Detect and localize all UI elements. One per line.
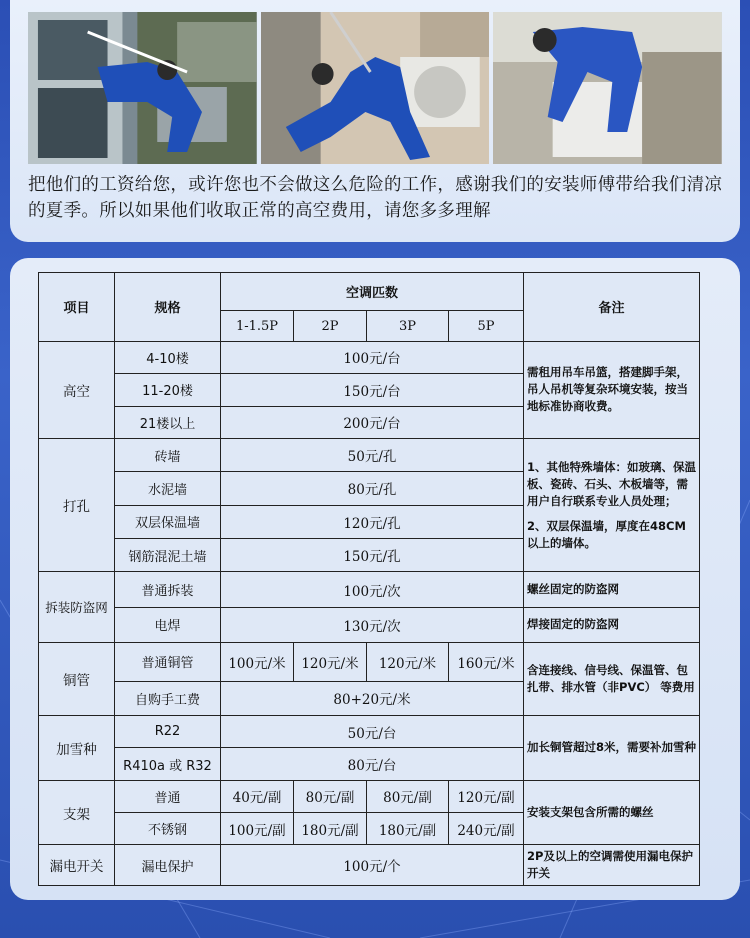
spec-cell: 11-20楼 [115,374,221,406]
price-cell: 50元/台 [221,715,524,747]
price-cell: 80元/副 [367,780,449,812]
header-capacity: 5P [449,311,524,341]
price-cell: 40元/副 [221,780,294,812]
spec-cell: R410a 或 R32 [115,748,221,780]
spec-cell: 砖墙 [115,438,221,471]
spec-cell: 漏电保护 [115,845,221,886]
price-cell: 180元/副 [367,813,449,845]
note-drilling-2: 2、双层保温墙，厚度在48CM以上的墙体。 [527,518,686,550]
note-drilling-1: 1、其他特殊墙体：如玻璃、保温板、瓷砖、石头、木板墙等，需用户自行联系专业人员处理； [527,459,697,508]
price-cell: 150元/孔 [221,538,524,571]
category-refrigerant: 加雪种 [39,715,115,780]
header-item: 项目 [39,273,115,342]
spec-cell: 双层保温墙 [115,505,221,538]
category-guard-net: 拆装防盗网 [39,572,115,643]
price-cell: 80元/台 [221,748,524,780]
spec-cell: 普通铜管 [115,643,221,681]
photo-installer-balcony [261,12,490,164]
spec-cell: R22 [115,715,221,747]
price-cell: 240元/副 [449,813,524,845]
category-bracket: 支架 [39,780,115,845]
photo-installer-window [28,12,257,164]
price-cell: 180元/副 [294,813,367,845]
note-guard-net-weld: 焊接固定的防盗网 [524,607,700,642]
price-cell: 200元/台 [221,406,524,438]
price-cell: 130元/次 [221,607,524,642]
price-cell: 120元/孔 [221,505,524,538]
spec-cell: 4-10楼 [115,341,221,373]
installation-price-table [38,272,700,886]
header-capacity: 3P [367,311,449,341]
note-high-altitude: 需租用吊车吊篮，搭建脚手架，吊人吊机等复杂环境安装，按当地标准协商收费。 [524,341,700,438]
header-spec: 规格 [115,273,221,342]
price-cell: 100元/米 [221,643,294,681]
price-cell: 120元/米 [367,643,449,681]
category-copper: 铜管 [39,643,115,716]
price-cell: 80+20元/米 [221,681,524,715]
category-drilling: 打孔 [39,438,115,572]
caption-text: 把他们的工资给您，或许您也不会做这么危险的工作，感谢我们的安装师傅带给我们清凉的夏季。所以如果他们收取正常的高空费用，请您多多理解 [28,175,723,221]
note-guard-net-regular: 螺丝固定的防盗网 [524,572,700,607]
note-copper: 含连接线、信号线、保温管、包扎带、排水管（非PVC） 等费用 [524,643,700,716]
installer-photos [28,12,722,164]
header-capacity: 2P [294,311,367,341]
note-bracket: 安装支架包含所需的螺丝 [524,780,700,845]
price-cell: 100元/次 [221,572,524,607]
spec-cell: 钢筋混泥土墙 [115,538,221,571]
price-cell: 80元/副 [294,780,367,812]
photo-installer-ac-unit [493,12,722,164]
note-leakage: 2P及以上的空调需使用漏电保护开关 [524,845,700,886]
note-drilling [524,438,700,572]
price-cell: 100元/台 [221,341,524,373]
price-cell: 120元/副 [449,780,524,812]
price-cell: 100元/个 [221,845,524,886]
header-capacity-group: 空调匹数 [221,273,524,311]
spec-cell: 电焊 [115,607,221,642]
note-refrigerant: 加长铜管超过8米，需要补加雪种 [524,715,700,780]
category-leakage: 漏电开关 [39,845,115,886]
price-cell: 160元/米 [449,643,524,681]
spec-cell: 不锈钢 [115,813,221,845]
price-cell: 150元/台 [221,374,524,406]
spec-cell: 21楼以上 [115,406,221,438]
header-note: 备注 [524,273,700,342]
spec-cell: 自购手工费 [115,681,221,715]
price-cell: 80元/孔 [221,472,524,505]
price-cell: 100元/副 [221,813,294,845]
spec-cell: 普通 [115,780,221,812]
price-cell: 50元/孔 [221,438,524,471]
price-cell: 120元/米 [294,643,367,681]
spec-cell: 普通拆装 [115,572,221,607]
spec-cell: 水泥墙 [115,472,221,505]
category-high-altitude: 高空 [39,341,115,438]
header-capacity: 1-1.5P [221,311,294,341]
